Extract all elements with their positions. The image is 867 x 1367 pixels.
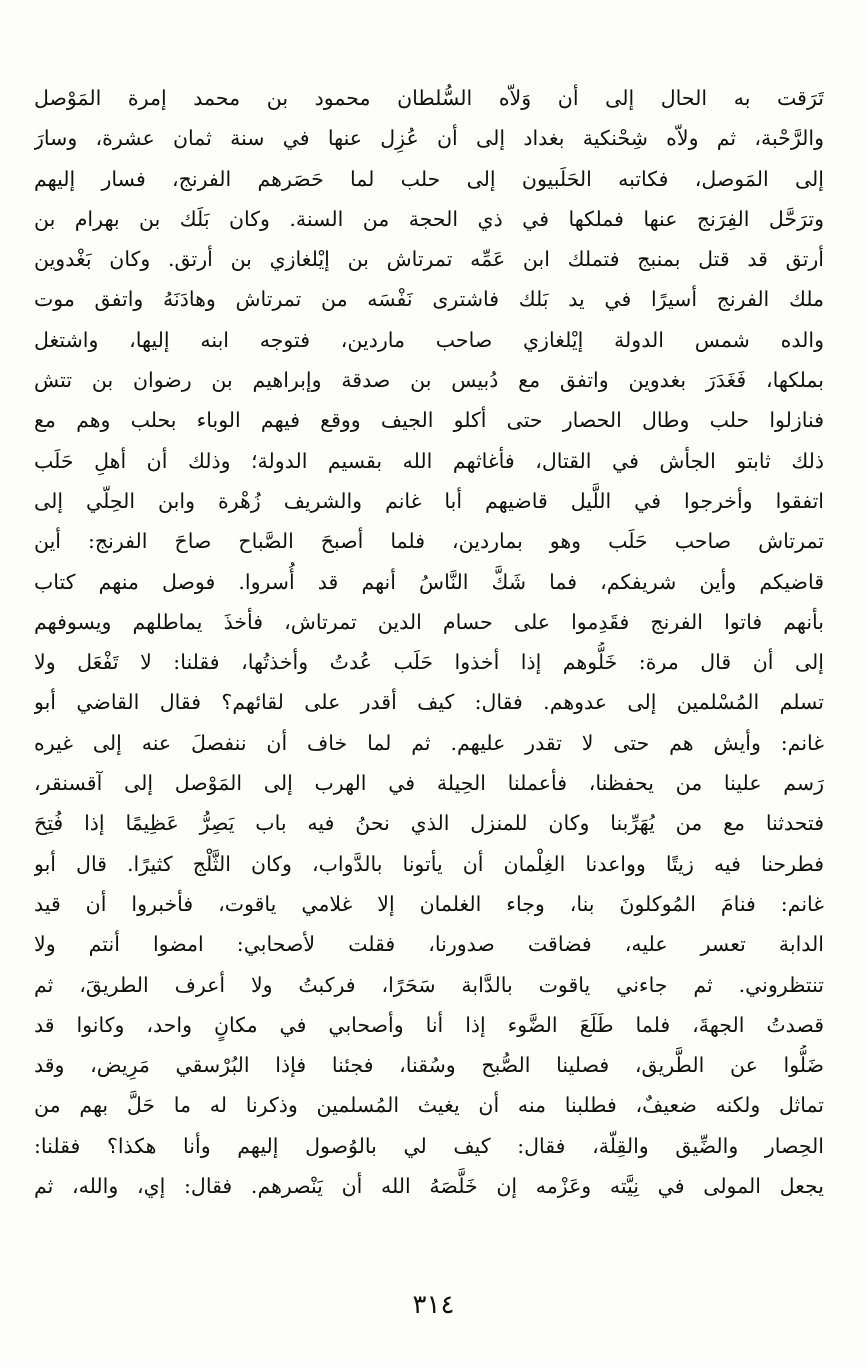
text-line: تنتظروني. ثم جاءني ياقوت بالدَّابة سَحَرًا، فركبتُ ولا أعرف الطريقَ، ثم [34,972,824,997]
text-line: تسلم المُسْلمين إلى عدوهم. فقال: كيف أقدر على لقائهم؟ فقال القاضي أبو [34,690,824,715]
text-line: إلى المَوصل، فكاتبه الحَلَبيون إلى حلب لما حَصَرهم الفرنج، فسار إليهم [34,166,824,191]
text-line: إلى أن قال مرة: خَلُّوهم إذا أخذوا حَلَب عُدتُ وأخذتُها، فقلنا: لا تَفْعَل ولا [34,650,824,675]
text-line: الحِصار والضِّيق والقِلّة، فقال: كيف لي بالوُصول إليهم وأنا هكذا؟ فقلنا: [34,1133,824,1158]
text-line: والرَّحْبة، ثم ولاّه شِحْنكية بغداد إلى أن عُزِل عنها في سنة ثمان عشرة، وسارَ [34,126,824,151]
text-line: تمرتاش صاحب حَلَب وهو بماردين، فلما أصبحَ الصَّباح صاحَ الفرنج: أين [34,529,824,554]
text-line: فتحدثنا مع من يُهَرِّبنا وكان للمنزل الذي نحنُ فيه باب يَصِرُّ عَظِيمًا إذا فُتِحَ [34,811,824,836]
body-text [34,78,824,1206]
text-line: بملكها، فَغَدَرَ بغدوين واتفق مع دُبيس بن صدقة وإبراهيم بن رضوان بن تتش [34,368,824,393]
text-line: رَسم علينا من يحفظنا، فأعملنا الحِيلة في الهرب إلى المَوْصل إلى آقسنقر، [34,771,824,796]
page-number: ٣١٤ [412,1290,455,1320]
text-line: قاضيكم وأين شريفكم، فما شَكَّ النَّاسُ أنهم قد أُسروا. فوصل منهم كتاب [34,569,824,594]
text-line: قصدتُ الجهةَ، فلما طَلَعَ الضَّوء إذا أنا وأصحابي في مكانٍ واحد، وكانوا قد [34,1012,824,1037]
text-line: تماثل ولكنه ضعيفٌ، فطلبنا منه أن يغيث المُسلمين وذكرنا له ما حَلَّ بهم من [34,1093,824,1118]
text-line: والده شمس الدولة إيْلغازي صاحب ماردين، فتوجه ابنه إليها، واشتغل [34,327,824,352]
text-line: فطرحنا فيه زيتًا وواعدنا الغِلْمان أن يأتونا بالدَّواب، وكان الثَّلْج كثيرًا. قال أبو [34,851,824,876]
text-line: وترَحَّل الفِرَنج عنها فملكها في ذي الحجة من السنة. وكان بَلَك بن بهرام بن [34,206,824,231]
text-line: يجعل المولى في نِيَّته وعَزْمه إن خَلَّصَهُ الله أن يَنْصرهم. فقال: إي، والله، ثم [34,1174,824,1199]
text-line: أرتق قد قتل بمنبج فتملك ابن عَمِّه تمرتاش بن إيْلغازي بن أرتق. وكان بَغْدوين [34,247,824,272]
text-line: غانم: فنامَ المُوكلونَ بنا، وجاء الغلمان إلا غلامي ياقوت، فأخبروا أن قيد [34,891,824,916]
text-line: تَرَقت به الحال إلى أن وَلاّه السُّلطان محمود بن محمد إمرة المَوْصل [34,86,824,110]
text-line: اتفقوا وأخرجوا في اللَّيل قاضيهم أبا غانم والشريف زُهْرة وابن الحِلّي إلى [34,488,824,513]
text-line: ملك الفرنج أسيرًا في يد بَلك فاشترى نَفْسَه من تمرتاش وهادَنَهُ واتفق موت [34,287,824,312]
text-line: الدابة تعسر عليه، فضاقت صدورنا، فقلت لأصحابي: امضوا أنتم ولا [34,932,824,957]
text-line: ذلك ثابتو الجأش في القتال، فأغاثهم الله بقسيم الدولة؛ وذلك أن أهلِ حَلَب [34,448,824,473]
text-line: فنازلوا حلب وطال الحصار حتى أكلو الجيف ووقع فيهم الوباء بحلب وهم مع [34,408,824,433]
text-line: غانم: وأيش هم حتى لا تقدر عليهم. ثم لما خاف أن ننفصلَ عنه إلى غيره [34,730,824,755]
text-line: بأنهم فاتوا الفرنج فقَدِموا على حسام الدين تمرتاش، فأخذَ يماطلهم ويسوفهم [34,609,824,634]
text-line: ضَلُّوا عن الطَّريق، فصلينا الصُّبح وسُقنا، فجئنا فإذا البُرْسقي مَرِيض، وقد [34,1053,824,1078]
